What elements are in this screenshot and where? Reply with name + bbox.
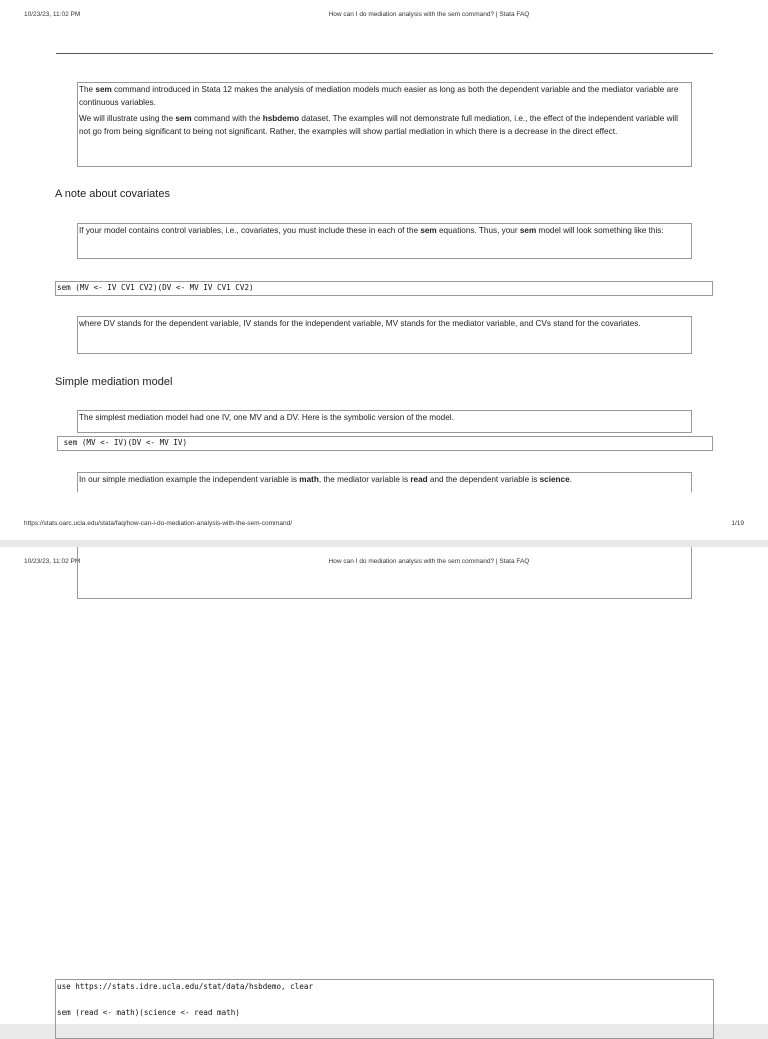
simple-mediation-code-block: sem (MV <- IV)(DV <- MV IV) xyxy=(57,436,713,451)
covariates-code-block: sem (MV <- IV CV1 CV2)(DV <- MV IV CV1 CV2) xyxy=(55,281,713,296)
print-footer-url: https://stats.oarc.ucla.edu/stata/faq/how-can-i-do-mediation-analysis-with-the-sem-command/ xyxy=(24,520,293,527)
simple-mediation-text: The simplest mediation model had one IV, one MV and a DV. Here is the symbolic version of the model. xyxy=(79,413,454,422)
print-header-title: How can I do mediation analysis with the sem command? | Stata FAQ xyxy=(328,558,530,565)
code-line-use: use https://stats.idre.ucla.edu/stat/data/hsbdemo, clear xyxy=(57,982,314,991)
intro-paragraph-1: The sem command introduced in Stata 12 makes the analysis of mediation models much easier as long as both the dependent variable and the mediator variable are continuous variables. xyxy=(79,85,679,107)
simple-example-text: In our simple mediation example the independent variable is math, the mediator variable is read and the dependent variable is science. xyxy=(79,475,572,484)
print-footer-page-number: 1/19 xyxy=(731,520,744,527)
header-divider xyxy=(56,53,713,54)
code-line-sem: sem (read <- math)(science <- read math) xyxy=(57,1008,240,1017)
intro-paragraph-2: We will illustrate using the sem command with the hsbdemo dataset. The examples will not demonstrate full mediation, i.e., the effect of the independent variable will not go from being significant to being not significant. Rather, the examples will show partial mediation in which there is a decrease in the direct effect. xyxy=(79,114,678,136)
intro-box xyxy=(77,82,692,167)
covariates-explanation: where DV stands for the dependent variable, IV stands for the independent variable, MV stands for the mediator variable, and CVs stand for the covariates. xyxy=(79,319,641,328)
print-header-date: 10/23/23, 11:02 PM xyxy=(24,11,81,18)
pdf-page-2 xyxy=(0,547,768,1024)
covariates-explanation-box xyxy=(77,316,692,354)
simple-mediation-box xyxy=(77,410,692,433)
simple-example-box-continued xyxy=(77,547,692,599)
print-header-date: 10/23/23, 11:02 PM xyxy=(24,558,81,565)
covariates-text: If your model contains control variables, i.e., covariates, you must include these in each of the sem equations. Thus, your sem model will look something like this: xyxy=(79,226,664,235)
stata-code-block xyxy=(55,979,714,1039)
simple-example-box xyxy=(77,472,692,492)
heading-covariates: A note about covariates xyxy=(55,188,170,200)
covariates-box xyxy=(77,223,692,259)
print-header-title: How can I do mediation analysis with the sem command? | Stata FAQ xyxy=(328,11,530,18)
heading-simple-mediation: Simple mediation model xyxy=(55,376,173,388)
